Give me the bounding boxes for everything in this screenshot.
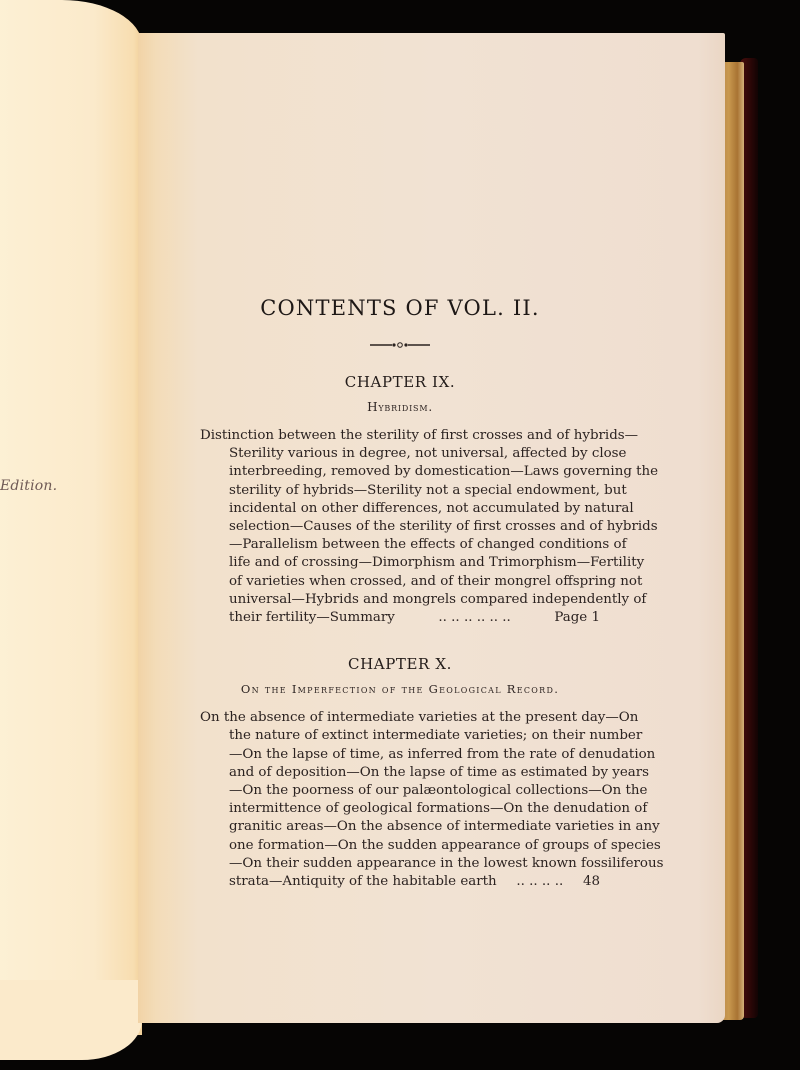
summary-line: Distinction between the sterility of first crosses and of hybrids— xyxy=(200,428,639,443)
summary-line: life and of crossing—Dimorphism and Trimorphism—Fertility xyxy=(229,555,645,571)
summary-line: intermittence of geological formations—On the denudation of xyxy=(229,801,648,817)
left-page xyxy=(0,0,142,1035)
summary-last-line xyxy=(200,609,600,627)
summary-line: sterility of hybrids—Sterility not a special endowment, but xyxy=(229,482,627,498)
chapter-subtitle: On the Imperfection of the Geological Record. xyxy=(240,682,560,697)
page-title: CONTENTS OF VOL. II. xyxy=(260,296,540,320)
summary-last-line xyxy=(200,873,600,891)
summary-line: —Parallelism between the effects of changed conditions of xyxy=(229,537,627,553)
chapter-summary xyxy=(200,709,664,891)
summary-line: the nature of extinct intermediate varieties; on their number xyxy=(229,728,643,744)
summary-line: granitic areas—On the absence of intermediate varieties in any xyxy=(229,819,660,835)
summary-line: interbreeding, removed by domestication—Laws governing the xyxy=(229,464,659,480)
summary-line: Sterility various in degree, not universal, affected by close xyxy=(229,446,627,462)
summary-line: of varieties when crossed, and of their mongrel offspring not xyxy=(229,573,643,589)
chapter-heading: CHAPTER IX. xyxy=(344,373,456,391)
summary-line: —On the poorness of our palæontological collections—On the xyxy=(229,783,648,799)
left-page-curl xyxy=(0,980,142,1060)
summary-line: universal—Hybrids and mongrels compared independently of xyxy=(229,591,647,607)
summary-line: and of deposition—On the lapse of time as estimated by years xyxy=(229,764,650,780)
summary-line: —On the lapse of time, as inferred from the rate of denudation xyxy=(229,746,656,762)
summary-line: On the absence of intermediate varieties at the present day—On xyxy=(200,710,639,726)
summary-line: selection—Causes of the sterility of first crosses and of hybrids xyxy=(229,519,658,535)
chapter-summary xyxy=(200,427,659,627)
summary-line-text: strata—Antiquity of the habitable earth xyxy=(229,874,497,890)
page-number: 48 xyxy=(582,874,600,890)
left-page-edition-text: Edition. xyxy=(0,478,58,494)
summary-line: incidental on other differences, not accumulated by natural xyxy=(229,500,634,516)
gilt-page-edges xyxy=(722,62,744,1020)
dot-leader: .. .. .. .. .. .. xyxy=(438,610,511,626)
page-number: Page 1 xyxy=(554,610,600,626)
summary-line-text: their fertility—Summary xyxy=(229,610,395,626)
chapter-subtitle: Hybridism. xyxy=(367,400,433,414)
ornament-divider-icon xyxy=(200,340,600,350)
dot-leader: .. .. .. .. xyxy=(516,874,564,890)
summary-line: —On their sudden appearance in the lowest known fossiliferous xyxy=(229,855,664,871)
contents-page-text xyxy=(200,280,664,891)
summary-line: one formation—On the sudden appearance of groups of species xyxy=(229,837,661,853)
chapter-heading: CHAPTER X. xyxy=(348,655,452,674)
